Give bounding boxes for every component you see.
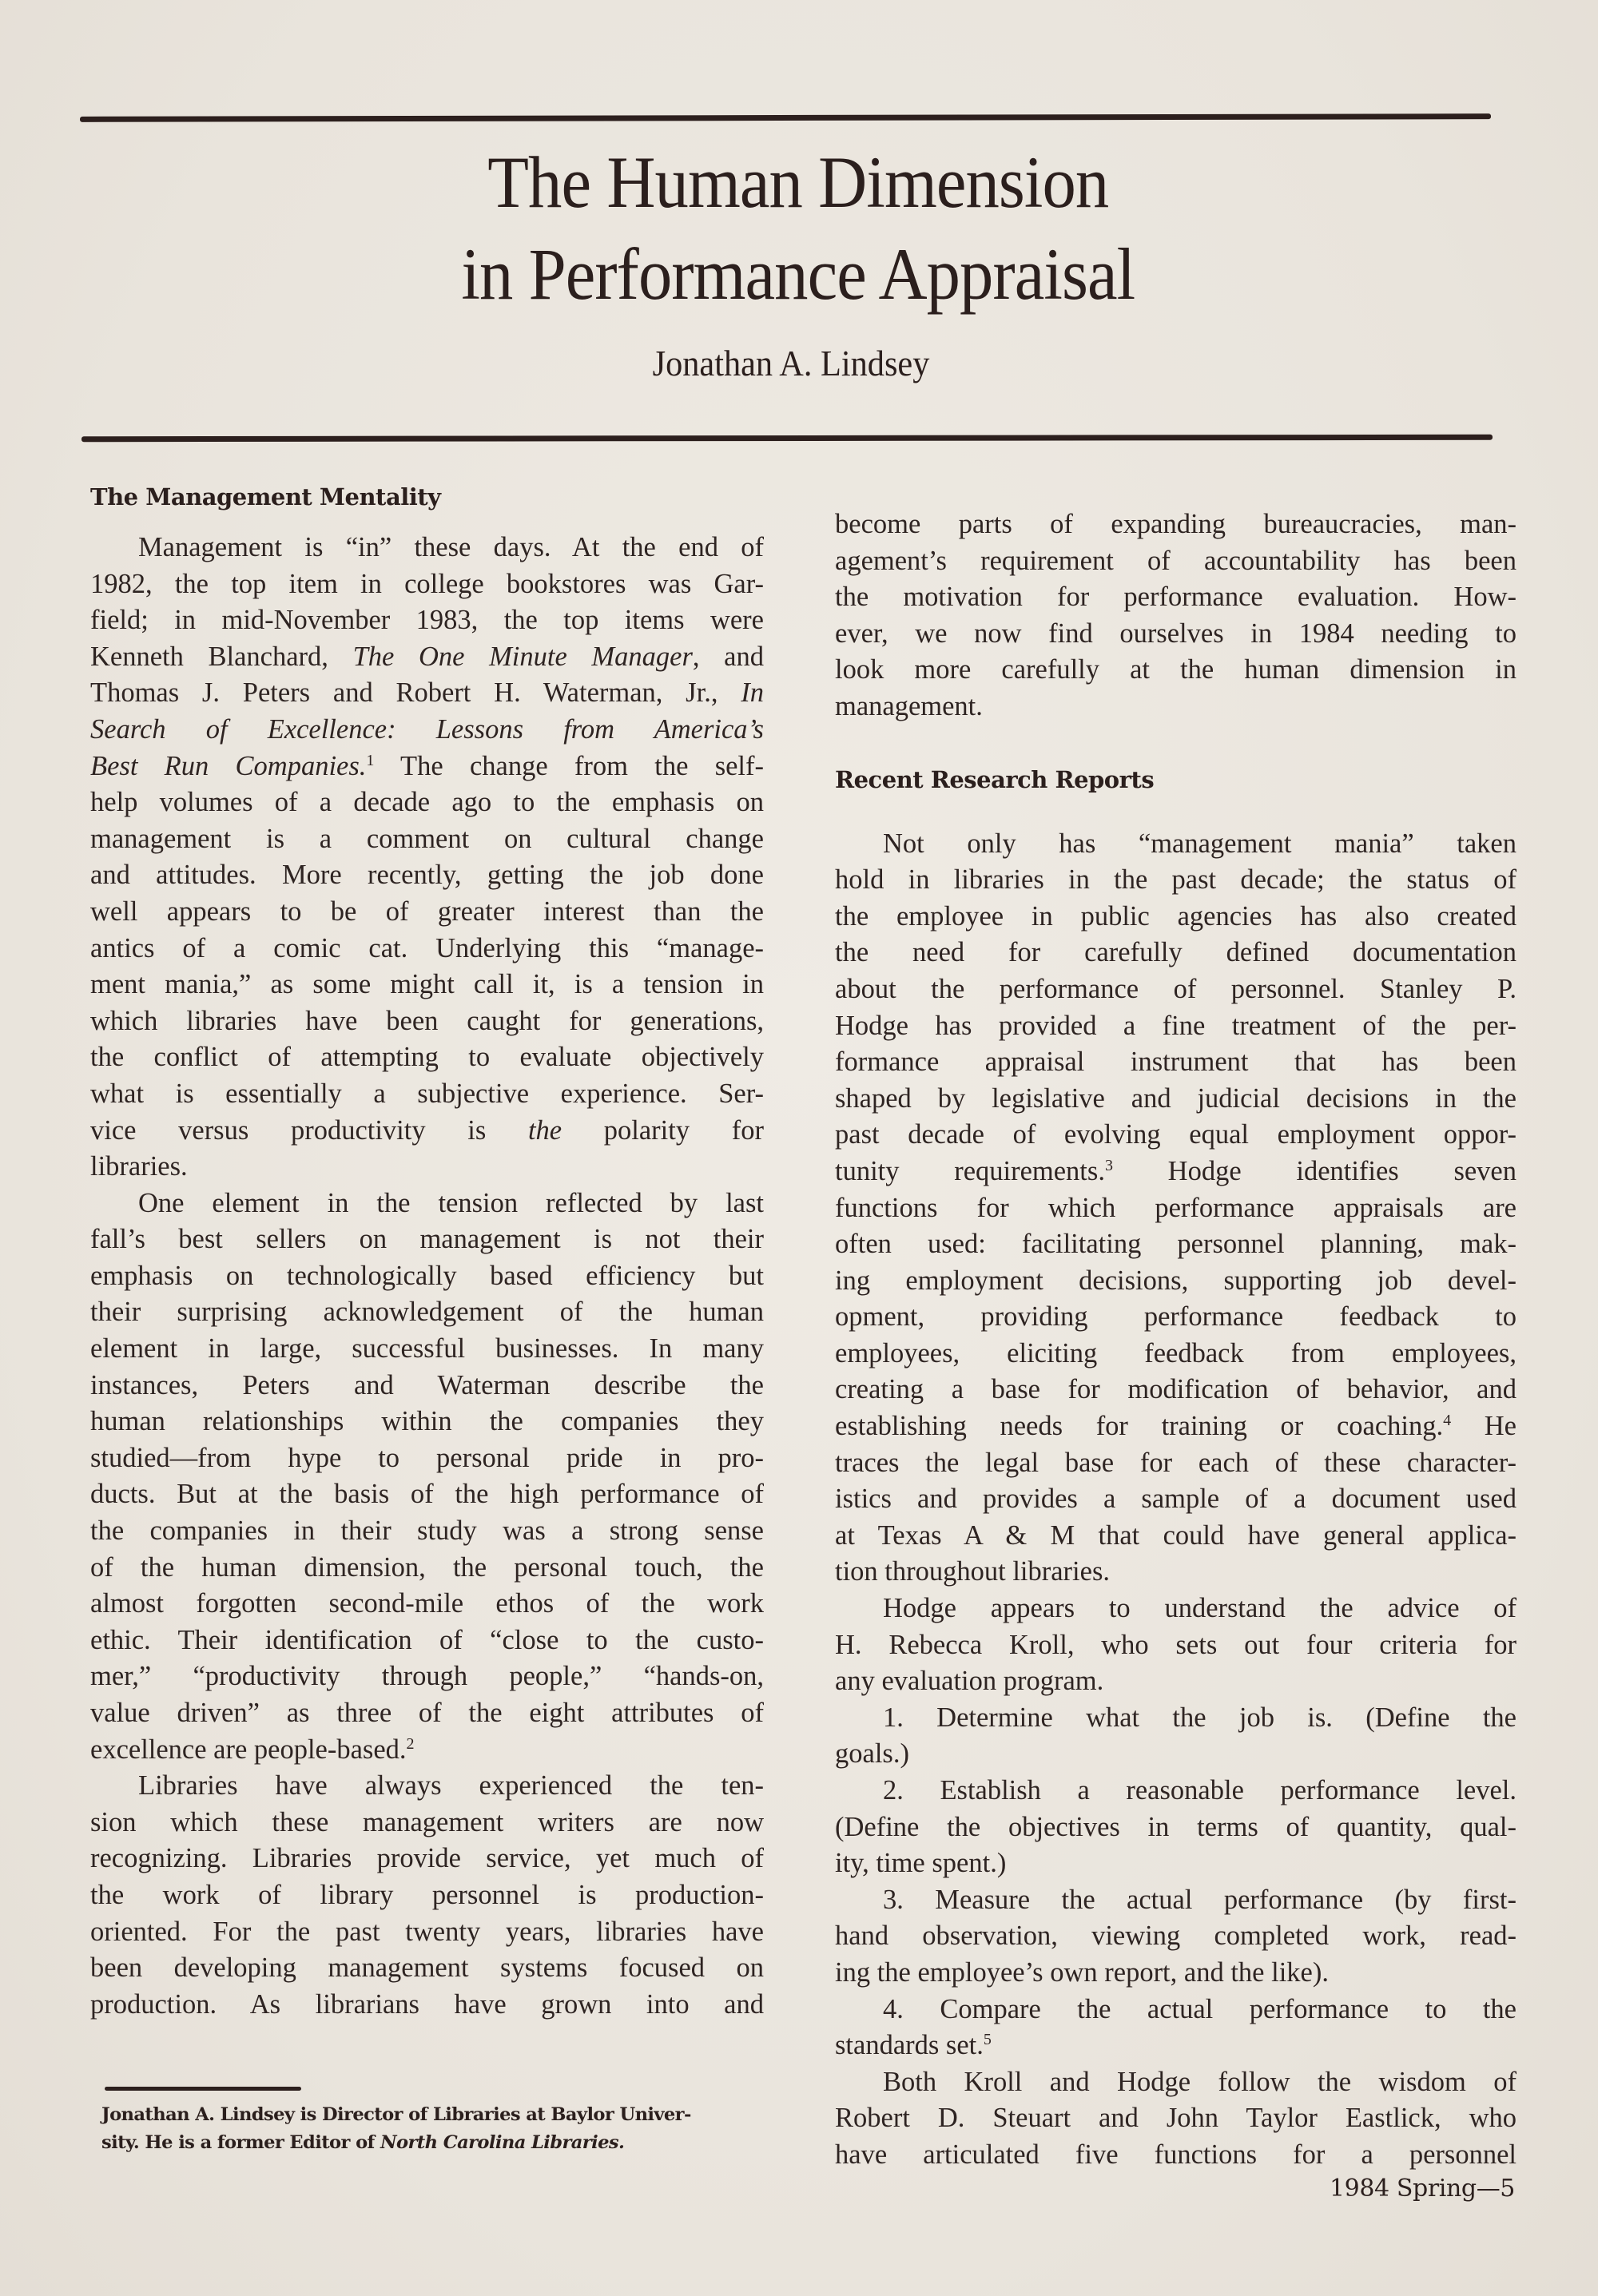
text-line <box>835 652 1517 689</box>
line-text: ing the employee’s own report, and the like). <box>835 1956 1329 1988</box>
line-text: hand observation, viewing completed work, read- <box>835 1921 1517 1952</box>
text-line <box>90 931 764 967</box>
line-text: employees, eliciting feedback from employees, <box>835 1337 1517 1368</box>
line-text: (Define the objectives in terms of quantity, qual- <box>835 1811 1517 1842</box>
line-text: Thomas J. Peters and Robert H. Waterman, Jr., <box>90 677 741 709</box>
line-text: 1982, the top item in college bookstores was Gar- <box>90 568 764 599</box>
line-text: been developing management systems focused on <box>90 1952 764 1984</box>
text-line <box>835 826 1517 863</box>
text-line <box>90 1877 764 1914</box>
line-text: and attitudes. More recently, getting the job done <box>90 860 764 891</box>
text-line <box>835 2028 1517 2064</box>
line-text: ment mania,” as some might call it, is a tension in <box>90 969 764 1000</box>
article-title-line-2: in Performance Appraisal <box>461 233 1135 315</box>
text-line <box>835 935 1517 971</box>
article-title-line-1: The Human Dimension <box>487 141 1109 223</box>
text-line <box>835 1554 1517 1591</box>
line-text: element in large, successful businesses. In many <box>90 1333 764 1364</box>
text-line <box>835 1263 1517 1300</box>
text-line <box>90 1586 764 1623</box>
line-text: The change from the self- <box>374 750 764 781</box>
line-text: help volumes of a decade ago to the emphasis on <box>90 787 764 818</box>
section-heading-recent-research-reports: Recent Research Reports <box>835 765 1155 793</box>
line-text: Robert D. Steuart and John Taylor Eastlick, who <box>835 2103 1517 2134</box>
right-column-body-intro <box>835 506 1517 725</box>
line-text: instances, Peters and Waterman describe the <box>90 1369 764 1400</box>
text-line <box>90 1258 764 1295</box>
line-text: of the human dimension, the personal touch, the <box>90 1551 764 1583</box>
text-line <box>90 1768 764 1805</box>
line-text: creating a base for modification of behavior, and <box>835 1374 1517 1405</box>
line-text: ing employment decisions, supporting job devel- <box>835 1265 1517 1296</box>
line-text: polarity for <box>562 1114 764 1146</box>
text-line <box>90 1113 764 1150</box>
text-line <box>90 1732 764 1769</box>
footnote-rule <box>105 2087 301 2091</box>
footnote-ref: 5 <box>983 2031 992 2049</box>
line-text: human relationships within the companies they <box>90 1406 764 1437</box>
text-line <box>835 2137 1517 2174</box>
text-line <box>835 616 1517 653</box>
text-line <box>835 971 1517 1008</box>
text-line <box>835 899 1517 935</box>
line-text: shaped by legislative and judicial decisions in the <box>835 1082 1517 1114</box>
right-column <box>835 506 1517 2174</box>
text-line <box>90 1003 764 1040</box>
text-line <box>835 1190 1517 1227</box>
text-line <box>835 1736 1517 1773</box>
line-text: Not only has “management mania” taken <box>883 828 1517 859</box>
text-line <box>90 1221 764 1258</box>
line-text: the work of library personnel is production- <box>90 1879 764 1910</box>
line-text: Hodge appears to understand the advice of <box>883 1593 1517 1624</box>
line-text: Hodge identifies seven <box>1112 1155 1517 1186</box>
text-line <box>90 821 764 858</box>
text-line <box>90 1623 764 1659</box>
line-text: the conflict of attempting to evaluate objectively <box>90 1042 764 1073</box>
line-text: ity, time spent.) <box>835 1848 1007 1879</box>
text-line <box>90 1658 764 1695</box>
text-line <box>90 530 764 566</box>
text-line <box>835 1008 1517 1045</box>
line-text: look more carefully at the human dimension in <box>835 654 1517 685</box>
line-text: what is essentially a subjective experience. Ser- <box>90 1078 764 1109</box>
line-text: , and <box>692 641 764 672</box>
line-text: Libraries have always experienced the ten- <box>138 1770 764 1801</box>
text-line <box>90 1914 764 1951</box>
line-text: become parts of expanding bureaucracies, man- <box>835 509 1517 539</box>
line-text: antics of a comic cat. Underlying this “manage- <box>90 932 764 963</box>
line-text: past decade of evolving equal employment oppor- <box>835 1119 1517 1150</box>
line-text: opment, providing performance feedback to <box>835 1301 1517 1333</box>
text-line <box>90 1331 764 1368</box>
line-text: standards set. <box>835 2030 984 2061</box>
text-line <box>835 1336 1517 1372</box>
text-line <box>835 1809 1517 1846</box>
text-line <box>835 2100 1517 2137</box>
line-text: ethic. Their identification of “close to the custo- <box>90 1624 764 1655</box>
line-text: their surprising acknowledgement of the human <box>90 1297 764 1328</box>
line-text: emphasis on technologically based efficiency but <box>90 1260 764 1291</box>
line-text: goals.) <box>835 1738 909 1770</box>
line-text: functions for which performance appraisals are <box>835 1192 1517 1223</box>
line-text: formance appraisal instrument that has been <box>835 1047 1517 1078</box>
text-line <box>835 1663 1517 1700</box>
title-top-rule <box>80 113 1491 122</box>
line-text: ever, we now find ourselves in 1984 needing to <box>835 618 1517 649</box>
line-text: oriented. For the past twenty years, libraries have <box>90 1916 764 1947</box>
line-text: about the performance of personnel. Stanley P. <box>835 973 1517 1004</box>
line-text: hold in libraries in the past decade; the status of <box>835 864 1517 896</box>
footnote-line-2 <box>101 2129 773 2157</box>
line-text: often used: facilitating personnel planning, mak- <box>835 1229 1517 1260</box>
line-text: which libraries have been caught for generations, <box>90 1005 764 1036</box>
line-text: at Texas A & M that could have general applica- <box>835 1519 1517 1551</box>
line-text: He <box>1451 1411 1517 1442</box>
line-text: Management is “in” these days. At the end of <box>138 532 764 562</box>
line-text: recognizing. Libraries provide service, yet much of <box>90 1843 764 1874</box>
text-line <box>90 1149 764 1186</box>
line-text: agement’s requirement of accountability has been <box>835 545 1517 576</box>
text-line <box>835 1445 1517 1482</box>
line-text: H. Rebecca Kroll, who sets out four criteria for <box>835 1629 1517 1660</box>
line-text: studied—from hype to personal pride in pro- <box>90 1442 764 1473</box>
text-line <box>835 2064 1517 2101</box>
line-text: value driven” as three of the eight attributes of <box>90 1698 764 1728</box>
right-column-body <box>835 826 1517 2174</box>
line-text: the motivation for performance evaluation. How- <box>835 582 1517 613</box>
footnote-line-2-text: sity. He is a former Editor of <box>101 2132 380 2153</box>
italic-title: In <box>741 677 764 709</box>
line-text: vice versus productivity is <box>90 1114 528 1146</box>
line-text: have articulated five functions for a personnel <box>835 2139 1517 2170</box>
line-text: any evaluation program. <box>835 1666 1104 1697</box>
text-line <box>835 543 1517 580</box>
text-line <box>835 1154 1517 1190</box>
text-line <box>90 1950 764 1987</box>
text-line <box>90 967 764 1003</box>
footnote-line-1: Jonathan A. Lindsey is Director of Libraries at Baylor Univer- <box>101 2104 691 2125</box>
text-line <box>90 602 764 639</box>
text-line <box>835 1481 1517 1518</box>
text-line <box>90 1841 764 1877</box>
line-text: tion throughout libraries. <box>835 1556 1110 1587</box>
text-line <box>835 1882 1517 1919</box>
line-text: the need for carefully defined documentation <box>835 937 1517 968</box>
line-text: One element in the tension reflected by last <box>138 1187 764 1218</box>
line-text: the employee in public agencies has also created <box>835 900 1517 932</box>
line-text: fall’s best sellers on management is not their <box>90 1224 764 1255</box>
text-line <box>90 1039 764 1076</box>
line-text: management. <box>835 690 983 721</box>
line-text: management is a comment on cultural change <box>90 823 764 854</box>
line-text: 2. Establish a reasonable performance level. <box>883 1775 1517 1805</box>
text-line <box>835 1992 1517 2028</box>
text-line <box>90 894 764 931</box>
author-footnote <box>101 2101 773 2157</box>
text-line <box>835 1117 1517 1154</box>
footnote-ref: 4 <box>1443 1412 1452 1430</box>
text-line <box>835 1845 1517 1882</box>
line-text: establishing needs for training or coaching. <box>835 1411 1444 1442</box>
text-line <box>90 749 764 785</box>
text-line <box>835 506 1517 543</box>
italic-title: The One Minute Manager <box>352 641 693 672</box>
line-text: ducts. But at the basis of the high performance of <box>90 1479 764 1510</box>
footnote-ref: 2 <box>406 1734 415 1753</box>
page-folio: 1984 Spring—5 <box>1330 2175 1515 2203</box>
line-text: 1. Determine what the job is. (Define the <box>883 1702 1517 1733</box>
footnote-ref: 1 <box>366 751 375 769</box>
text-line <box>90 1076 764 1113</box>
text-line <box>90 1476 764 1513</box>
line-text: sion which these management writers are now <box>90 1806 764 1837</box>
line-text: Hodge has provided a fine treatment of the per- <box>835 1010 1517 1041</box>
italic-title: Search of Excellence: Lessons from America’s <box>90 713 764 745</box>
text-line <box>90 566 764 603</box>
line-text: 4. Compare the actual performance to the <box>883 1993 1517 2024</box>
text-line <box>835 862 1517 899</box>
text-line <box>835 1955 1517 1992</box>
text-line <box>835 1591 1517 1627</box>
line-text: traces the legal base for each of these character- <box>835 1447 1517 1478</box>
footnote-journal-title: North Carolina Libraries. <box>380 2132 625 2153</box>
text-line <box>90 1368 764 1404</box>
text-line <box>835 1773 1517 1809</box>
line-text: Both Kroll and Hodge follow the wisdom of <box>883 2066 1517 2097</box>
line-text: well appears to be of greater interest than the <box>90 896 764 927</box>
text-line <box>835 1081 1517 1118</box>
text-line <box>90 785 764 821</box>
text-line <box>90 1186 764 1222</box>
text-line <box>90 1695 764 1732</box>
title-bottom-rule <box>81 435 1493 442</box>
line-text: 3. Measure the actual performance (by first- <box>883 1884 1517 1915</box>
text-line <box>90 1513 764 1550</box>
text-line <box>835 579 1517 616</box>
text-line <box>90 1440 764 1477</box>
text-line <box>835 1408 1517 1445</box>
line-text: libraries. <box>90 1151 188 1182</box>
italic-title: the <box>527 1114 562 1146</box>
text-line <box>835 1627 1517 1664</box>
line-text: excellence are people-based. <box>90 1734 407 1765</box>
text-line <box>835 1518 1517 1555</box>
text-line <box>835 689 1517 725</box>
line-text: almost forgotten second-mile ethos of the work <box>90 1588 764 1619</box>
text-line <box>90 1550 764 1587</box>
text-line <box>835 1226 1517 1263</box>
left-column <box>90 479 764 2023</box>
line-text: production. As librarians have grown into and <box>90 1988 764 2020</box>
text-line <box>90 1805 764 1841</box>
text-line <box>90 857 764 894</box>
line-text: tunity requirements. <box>835 1155 1105 1186</box>
line-text: Kenneth Blanchard, <box>90 641 353 672</box>
text-line <box>90 639 764 676</box>
footnote-ref: 3 <box>1104 1156 1113 1174</box>
article-author: Jonathan A. Lindsey <box>652 343 930 383</box>
text-line <box>90 712 764 749</box>
italic-title: Best Run Companies. <box>90 750 367 781</box>
line-text: the companies in their study was a strong sense <box>90 1515 764 1547</box>
text-line <box>835 1044 1517 1081</box>
text-line <box>90 1404 764 1440</box>
text-line <box>835 1299 1517 1336</box>
line-text: mer,” “productivity through people,” “hands-on, <box>90 1661 764 1692</box>
line-text: field; in mid-November 1983, the top items were <box>90 605 764 636</box>
section-heading-management-mentality: The Management Mentality <box>90 483 441 510</box>
line-text: istics and provides a sample of a document used <box>835 1484 1517 1515</box>
text-line <box>90 675 764 712</box>
text-line <box>90 1294 764 1331</box>
text-line <box>835 1700 1517 1737</box>
text-line <box>90 1987 764 2024</box>
left-column-body <box>90 530 764 2023</box>
text-line <box>835 1372 1517 1408</box>
text-line <box>835 1918 1517 1955</box>
